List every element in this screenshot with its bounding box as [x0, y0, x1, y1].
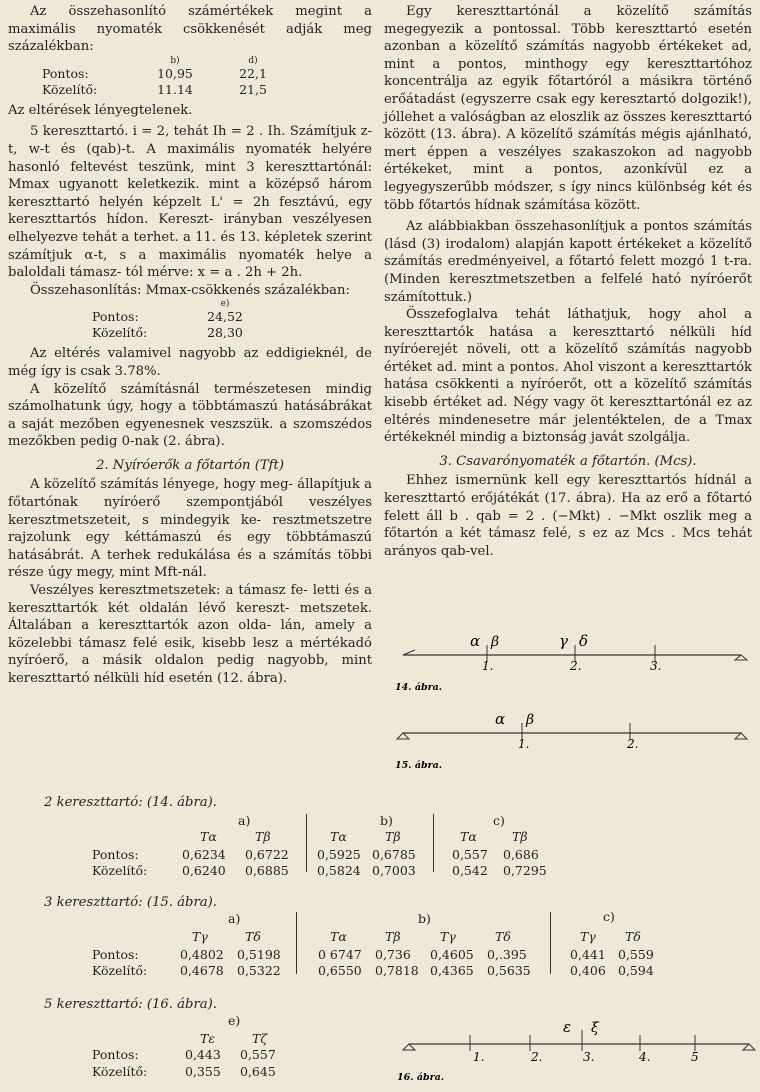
table-cell: 0,355 — [185, 1064, 221, 1079]
table-cell: 0,7003 — [372, 863, 416, 878]
paragraph: A közelítő számítás lényege, hogy meg- állapítjuk a főtartónak nyíróerő szempontjából veszélyes keresztmetszeteit, s mindegyik ke- resztmetszetre rajzolunk egy kéttámaszú és egy többtámaszú hatásábrát. A terhek redukálása és a számítás többi része úgy megy, mint Mft-nál. — [8, 477, 372, 581]
column-label: b) — [170, 55, 180, 66]
table-cell: 0,406 — [570, 963, 606, 978]
table-cell: 0,557 — [240, 1047, 276, 1062]
paragraph: Az eltérések lényegtelenek. — [8, 102, 193, 118]
label-1: 1. — [518, 737, 530, 751]
label-2: 2. — [531, 1050, 543, 1064]
table-cell: 0,4365 — [430, 963, 474, 978]
paragraph: Az összehasonlító számértékek megint a maximális nyomaték csökkenését adják meg százalékban: — [8, 4, 372, 55]
row-label: Közelítő: — [92, 863, 148, 878]
table-cell: 11.14 — [157, 81, 193, 97]
table-cell: 0,6550 — [318, 963, 362, 978]
support-mark-left — [397, 733, 409, 739]
table-cell: 0,441 — [570, 947, 606, 962]
row-label: Közelítő: — [92, 1064, 148, 1079]
column-header: Tζ — [252, 1031, 268, 1046]
table-cell: 0,7295 — [503, 863, 547, 878]
table-cell: 0,6785 — [372, 847, 416, 862]
paragraph: Egy kereszttartónál a közelítő számítás megegyezik a pontossal. Több kereszttartó esetén azonban a közelítő számítás nagyobb értékeket ad, mint a pontos, minthogy egy kereszttartóhoz koncentrálja az egyik főtartóról a másikra történő erőátadást (egyszerre csak egy keresztartó dolgozik!), jóllehet a valóságban az eloszlik az összes kereszttartó között (13. ábra). A közelítő számítás mégis ajánlható, mert éppen a veszélyes szakaszokon ad nagyobb értékeket, mint a pontos, azonkívül ez a legyegyszerűbb módszer, s így nincs különbség két és több főtartós hídnak számítása között. — [384, 4, 752, 213]
paragraph: Összefoglalva tehát láthatjuk, hogy ahol a kereszttartók hatása a kereszttartó nélküli híd nyíróerejét növeli, ott a közelítő számítás nagyobb értéket ad. mint a pontos. Ahol viszont a kereszttartók hatása csökkenti a nyíróerőt, ott a közelítő számítás kisebb értéket ad. Négy vagy öt kereszttartónál ez az eltérés mindenesetre már jelentéktelen, de a Tmax értékeknél mindig a biztonság javát szolgálja. — [384, 307, 752, 446]
figure-caption: 15. ábra. — [395, 760, 443, 771]
group-label: a) — [228, 911, 241, 926]
column-header: Tδ — [495, 929, 511, 944]
row-label: Közelítő: — [92, 325, 148, 341]
figure-caption: 16. ábra. — [397, 1072, 445, 1083]
table-cell: 0,4605 — [430, 947, 474, 962]
table-cell: 0 6747 — [318, 947, 362, 962]
support-mark-right — [735, 655, 747, 660]
group-label: e) — [228, 1013, 241, 1028]
table-cell: 0,.395 — [487, 947, 527, 962]
label-epsilon: ε — [563, 1020, 572, 1036]
table-cell: 0,5198 — [237, 947, 281, 962]
table-cell: 0,5322 — [237, 963, 281, 978]
column-header: Tγ — [192, 929, 208, 944]
column-header: Tγ — [580, 929, 596, 944]
label-delta: δ — [579, 632, 589, 650]
comparison-table-1 — [38, 56, 292, 98]
table-cell: 0,557 — [452, 847, 488, 862]
label-alpha: α — [495, 710, 506, 728]
row-label: Közelítő: — [42, 81, 98, 97]
right-column — [384, 3, 752, 560]
table-cell: 0,5635 — [487, 963, 531, 978]
paragraph: 5 kereszttartó. i = 2, tehát Ih = 2 . Ih. Számítjuk z-t, w-t és (qab)-t. A maximális nyomaték helyére hasonló feltevést teszünk, mint 3 kereszttartónál: Mmax ugyanott keletkezik. mint a középső három kereszttartó helyén képzelt L' = 2h fesztávú, egy kereszttartós hídon. Kereszt- irányban veszélyesen elhelyezve tehát a terhet. a 11. és 13. képletek szerint számítjuk α-t, s a maximális nyomaték helye a baloldali támasz- tól mérve: x = a . 2h + 2h. — [8, 124, 372, 281]
support-mark-right — [743, 1044, 755, 1050]
label-beta: β — [491, 634, 500, 650]
table-cell: 0,4802 — [180, 947, 224, 962]
column-header: Tδ — [245, 929, 261, 944]
divider — [306, 814, 307, 872]
table-cell: 0,686 — [503, 847, 539, 862]
label-beta: β — [526, 712, 535, 728]
section-heading: 2. Nyíróerők a főtartón (Tft) — [96, 457, 284, 473]
column-header: Tα — [200, 829, 217, 844]
table-cell: 0,443 — [185, 1047, 221, 1062]
column-header: Tβ — [385, 929, 401, 944]
column-header: Tβ — [512, 829, 528, 844]
table-cell: 0,594 — [618, 963, 654, 978]
table-cell: 0,6885 — [245, 863, 289, 878]
table-cell: 0,4678 — [180, 963, 224, 978]
divider — [550, 912, 551, 974]
paragraph: Ehhez ismernünk kell egy kereszttartós hídnál a kereszttartó erőjátékát (17. ábra). Ha az erő a főtartó felett áll b . qab = 2 . (−Mkt) . −Mkt oszlik meg a főtartón a két támasz felé, s ez az Mcs . Mcs tehát arányos qab-vel. — [384, 473, 752, 559]
row-label: Pontos: — [92, 847, 139, 862]
row-label: Pontos: — [42, 65, 89, 81]
divider — [296, 912, 297, 974]
table-cell: 21,5 — [239, 81, 267, 97]
comparison-table-2 — [88, 299, 264, 341]
table-cell: 0,542 — [452, 863, 488, 878]
column-header: Tδ — [625, 929, 641, 944]
paragraph: A közelítő számításnál természetesen mindig számolhatunk úgy, hogy a többtámaszú hatásábrákat a saját mezőben egyenesnek veszszük. a szomszédos mezőkben pedig 0-nak (2. ábra). — [8, 381, 372, 450]
support-mark-right — [735, 733, 747, 739]
label-1: 1. — [473, 1050, 485, 1064]
label-4: 4. — [639, 1050, 651, 1064]
label-2: 2. — [570, 659, 582, 673]
column-header: Tγ — [440, 929, 456, 944]
table-cell: 10,95 — [157, 65, 193, 81]
label-1: 1. — [482, 659, 494, 673]
table-cell: 0,736 — [375, 947, 411, 962]
paragraph: Az eltérés valamivel nagyobb az eddigieknél, de még így is csak 3.78%. — [8, 346, 372, 379]
support-mark-left — [403, 1044, 415, 1050]
table-cell: 0,6240 — [182, 863, 226, 878]
figure-caption: 14. ábra. — [395, 682, 443, 693]
column-header: Tα — [330, 829, 347, 844]
label-5: 5 — [691, 1050, 699, 1064]
group-label: b) — [418, 911, 431, 926]
label-3: 3. — [583, 1050, 595, 1064]
row-label: Közelítő: — [92, 963, 148, 978]
figure-15-diagram — [395, 706, 755, 774]
divider — [433, 814, 434, 872]
row-label: Pontos: — [92, 309, 139, 325]
table-cell: 0,5925 — [317, 847, 361, 862]
column-header: Tα — [330, 929, 347, 944]
column-header: Tα — [460, 829, 477, 844]
table-cell: 0,6234 — [182, 847, 226, 862]
group-label: c) — [493, 813, 505, 828]
group-label: b) — [380, 813, 393, 828]
column-label: e) — [220, 299, 230, 310]
table-cell: 0,559 — [618, 947, 654, 962]
column-label: d) — [248, 55, 258, 66]
table-cell: 0,645 — [240, 1064, 276, 1079]
table-cell: 24,52 — [207, 309, 243, 325]
paragraph: Az alábbiakban összehasonlítjuk a pontos számítás (lásd (3) irodalom) alapján kapott értékeket a közelítő számítás eredményeivel, a főtartó felett mozgó 1 t-ra. (Minden keresztmetszetben a felfelé ható nyíróerőt számítottuk.) — [384, 219, 752, 305]
row-label: Pontos: — [92, 947, 139, 962]
support-mark-left — [403, 650, 415, 655]
label-gamma: γ — [559, 632, 568, 650]
table-cell: 0,5824 — [317, 863, 361, 878]
group-label: a) — [238, 813, 251, 828]
section-title: 2 kereszttartó: (14. ábra). — [44, 795, 217, 810]
table-cell: 0,6722 — [245, 847, 289, 862]
table-cell: 22,1 — [239, 65, 267, 81]
label-3: 3. — [650, 659, 662, 673]
row-label: Pontos: — [92, 1047, 139, 1062]
table-cell: 0,7818 — [375, 963, 419, 978]
column-header: Tε — [200, 1031, 216, 1046]
paragraph: Veszélyes keresztmetszetek: a támasz fe- letti és a kereszttartók két oldalán lévő kereszt- metszetek. Általában a kereszttartók azon olda- lán, amely a közelebbi támasz felé esik, kisebb lesz a mértékadó nyíróerő, a másik oldalon pedig nagyobb, mint kereszttartó nélküli híd esetén (12. ábra). — [8, 583, 372, 686]
section-heading: 3. Csavarónyomaték a főtartón. (Mcs). — [439, 453, 697, 469]
paragraph: Összehasonlítás: Mmax-csökkenés százalékban: — [30, 282, 350, 298]
column-header: Tβ — [385, 829, 401, 844]
figure-16-diagram — [395, 1020, 757, 1090]
column-header: Tβ — [255, 829, 271, 844]
section-title: 5 kereszttartó: (16. ábra). — [44, 997, 217, 1012]
section-title: 3 kereszttartó: (15. ábra). — [44, 895, 217, 910]
figure-14-diagram — [395, 628, 755, 696]
left-column — [8, 3, 372, 688]
group-label: c) — [603, 909, 615, 924]
label-alpha: α — [470, 632, 481, 650]
label-2: 2. — [627, 737, 639, 751]
table-cell: 28,30 — [207, 325, 243, 341]
label-xi: ξ — [591, 1020, 599, 1036]
